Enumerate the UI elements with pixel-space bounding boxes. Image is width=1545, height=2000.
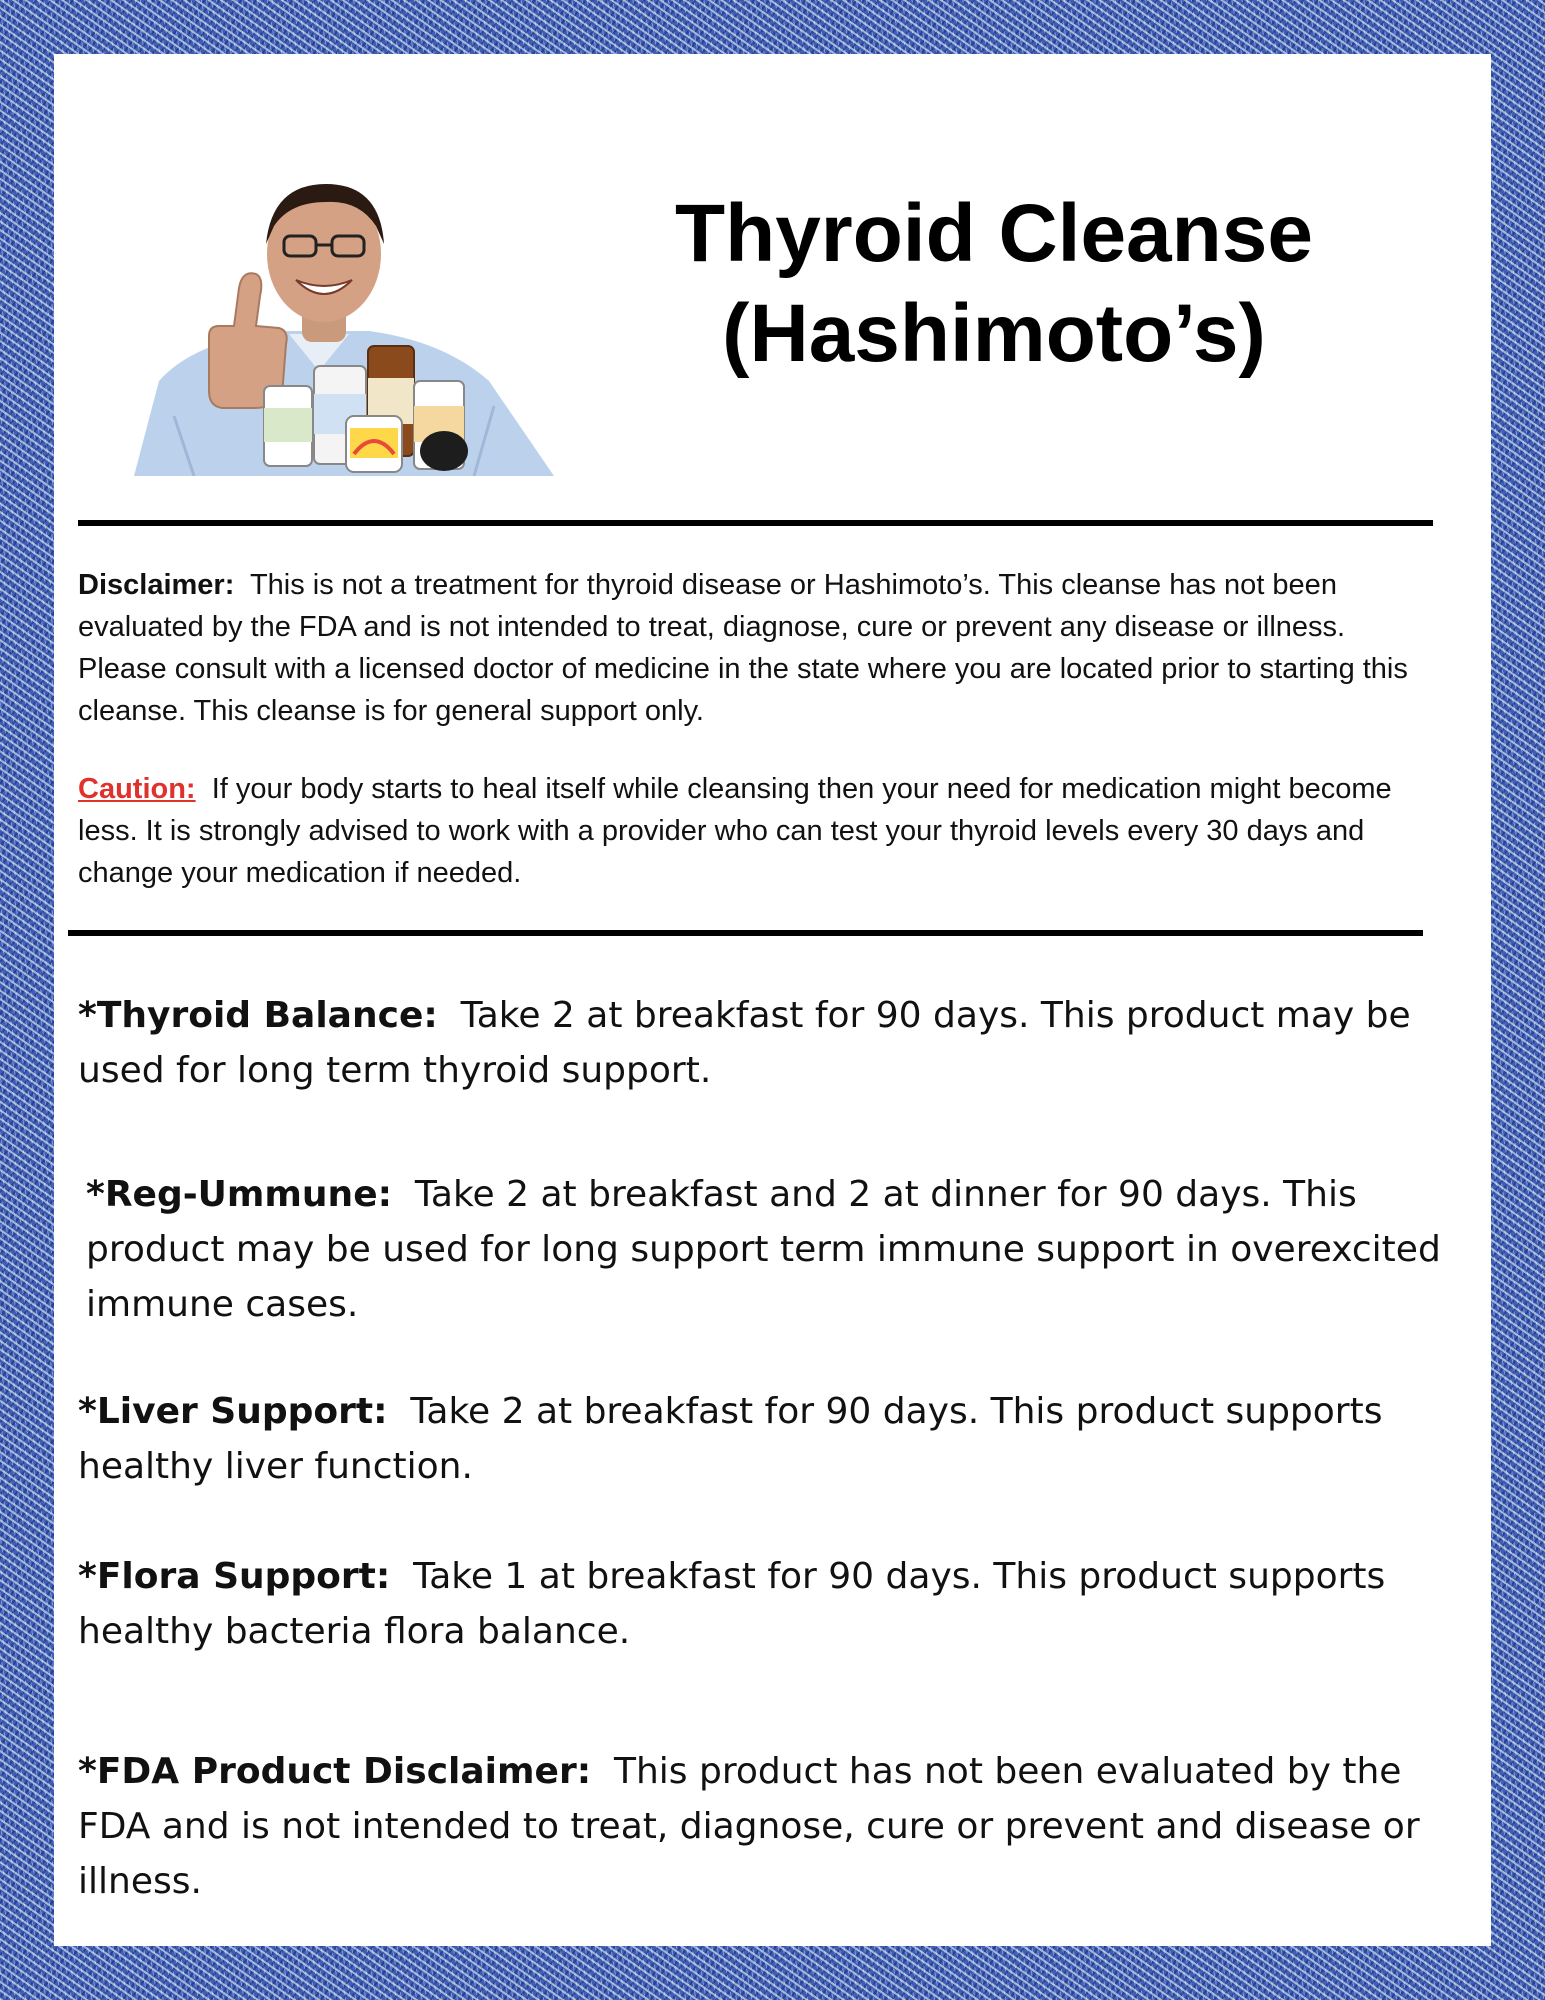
- product-instructions: Take 2 at breakfast for 90 days. This product supports healthy liver function.: [78, 1391, 1383, 1487]
- product-instructions: Take 2 at breakfast for 90 days. This product may be used for long term thyroid support.: [78, 995, 1411, 1091]
- product-name: *Liver Support:: [78, 1391, 388, 1432]
- product-thyroid-balance: [78, 988, 1453, 1098]
- fda-disclaimer-label: *FDA Product Disclaimer:: [78, 1751, 592, 1792]
- product-reg-ummune: [86, 1167, 1461, 1332]
- man-with-supplements-photo: [114, 166, 554, 476]
- product-liver-support: [78, 1384, 1453, 1494]
- caution-label: Caution:: [78, 773, 196, 805]
- fda-disclaimer-text: This product has not been evaluated by the FDA and is not intended to treat, diagnose, cure or prevent and disease or illness.: [78, 1751, 1420, 1902]
- page-title: [634, 184, 1354, 384]
- document-page: [54, 54, 1491, 1946]
- fda-product-disclaimer: [78, 1744, 1453, 1909]
- divider-bottom: [68, 930, 1423, 936]
- product-name: *Reg-Ummune:: [86, 1174, 392, 1215]
- disclaimer-text: This is not a treatment for thyroid disease or Hashimoto’s. This cleanse has not been evaluated by the FDA and is not intended to treat, diagnose, cure or prevent any disease or illness. Please consult with a licensed doctor of medicine in the state where you are located prior to starting this cleanse. This cleanse is for general support only.: [78, 569, 1408, 727]
- divider-top: [78, 520, 1433, 526]
- disclaimer-paragraph: [78, 564, 1438, 732]
- caution-paragraph: [78, 768, 1438, 894]
- title-line-1: Thyroid Cleanse: [675, 188, 1313, 279]
- product-instructions: Take 1 at breakfast for 90 days. This product supports healthy bacteria flora balance.: [78, 1556, 1386, 1652]
- caution-text: If your body starts to heal itself while cleansing then your need for medication might become less. It is strongly advised to work with a provider who can test your thyroid levels every 30 days and change your medication if needed.: [78, 773, 1392, 889]
- product-name: *Flora Support:: [78, 1556, 391, 1597]
- product-instructions: Take 2 at breakfast and 2 at dinner for 90 days. This product may be used for long support term immune support in overexcited immune cases.: [86, 1174, 1441, 1325]
- disclaimer-label: Disclaimer:: [78, 569, 235, 601]
- product-name: *Thyroid Balance:: [78, 995, 438, 1036]
- product-flora-support: [78, 1549, 1453, 1659]
- title-line-2: (Hashimoto’s): [722, 288, 1266, 379]
